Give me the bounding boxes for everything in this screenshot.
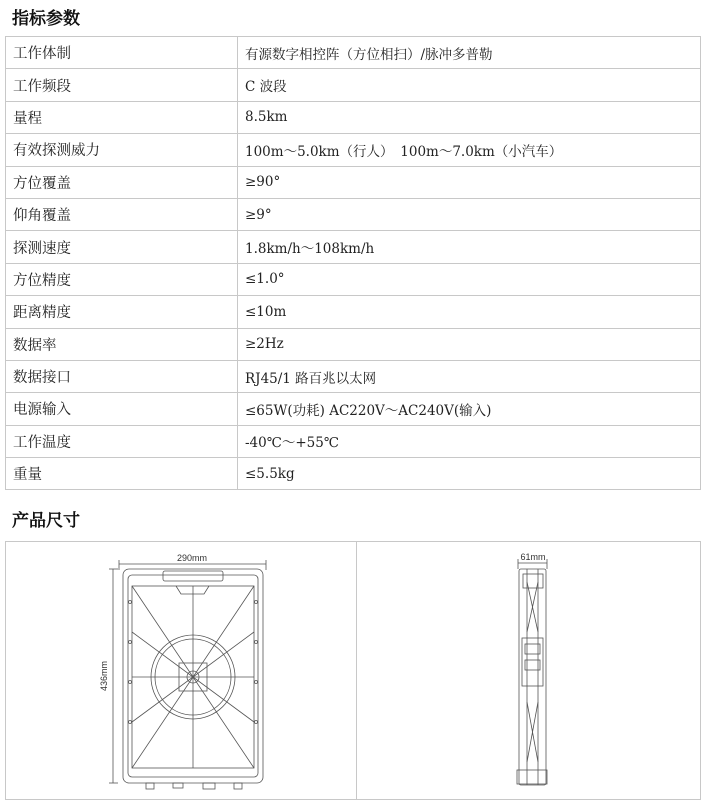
section-title-specs: 指标参数 [12, 9, 80, 29]
spec-value: 8.5km [238, 101, 701, 133]
spec-key: 距离精度 [6, 296, 238, 328]
spec-key: 有效探测威力 [6, 134, 238, 166]
front-height-label: 436mm [99, 660, 109, 692]
spec-row [6, 360, 701, 392]
spec-value: ≤1.0° [238, 263, 701, 295]
section-title-size: 产品尺寸 [12, 511, 80, 531]
spec-row [6, 263, 701, 295]
front-view-drawing [6, 542, 356, 799]
spec-row [6, 231, 701, 263]
spec-row [6, 296, 701, 328]
side-view-drawing [357, 542, 701, 799]
spec-key: 探测速度 [6, 231, 238, 263]
spec-key: 方位精度 [6, 263, 238, 295]
spec-key: 仰角覆盖 [6, 198, 238, 230]
spec-key: 方位覆盖 [6, 166, 238, 198]
front-width-label: 290mm [176, 553, 208, 563]
spec-key: 电源输入 [6, 393, 238, 425]
spec-row [6, 425, 701, 457]
side-depth-label: 61mm [520, 552, 546, 562]
spec-row [6, 69, 701, 101]
spec-key: 重量 [6, 458, 238, 490]
spec-value: C 波段 [238, 69, 701, 101]
spec-value: 有源数字相控阵（方位相扫）/脉冲多普勒 [238, 37, 701, 69]
spec-row [6, 458, 701, 490]
spec-row [6, 393, 701, 425]
spec-value: ≥90° [238, 166, 701, 198]
spec-row [6, 328, 701, 360]
spec-row [6, 37, 701, 69]
spec-key: 工作温度 [6, 425, 238, 457]
spec-value: ≤5.5kg [238, 458, 701, 490]
spec-row [6, 101, 701, 133]
spec-value: ≤10m [238, 296, 701, 328]
spec-value: 1.8km/h～108km/h [238, 231, 701, 263]
spec-value: ≥9° [238, 198, 701, 230]
dimension-drawings [5, 541, 701, 800]
spec-key: 工作频段 [6, 69, 238, 101]
spec-key: 数据率 [6, 328, 238, 360]
spec-row [6, 134, 701, 166]
spec-key: 量程 [6, 101, 238, 133]
spec-key: 数据接口 [6, 360, 238, 392]
spec-value: 100m～5.0km（行人） 100m～7.0km（小汽车） [238, 134, 701, 166]
spec-value: -40℃～+55℃ [238, 425, 701, 457]
spec-table [5, 36, 701, 490]
spec-key: 工作体制 [6, 37, 238, 69]
spec-value: ≥2Hz [238, 328, 701, 360]
spec-row [6, 166, 701, 198]
spec-value: ≤65W(功耗) AC220V～AC240V(输入) [238, 393, 701, 425]
spec-value: RJ45/1 路百兆以太网 [238, 360, 701, 392]
spec-row [6, 198, 701, 230]
